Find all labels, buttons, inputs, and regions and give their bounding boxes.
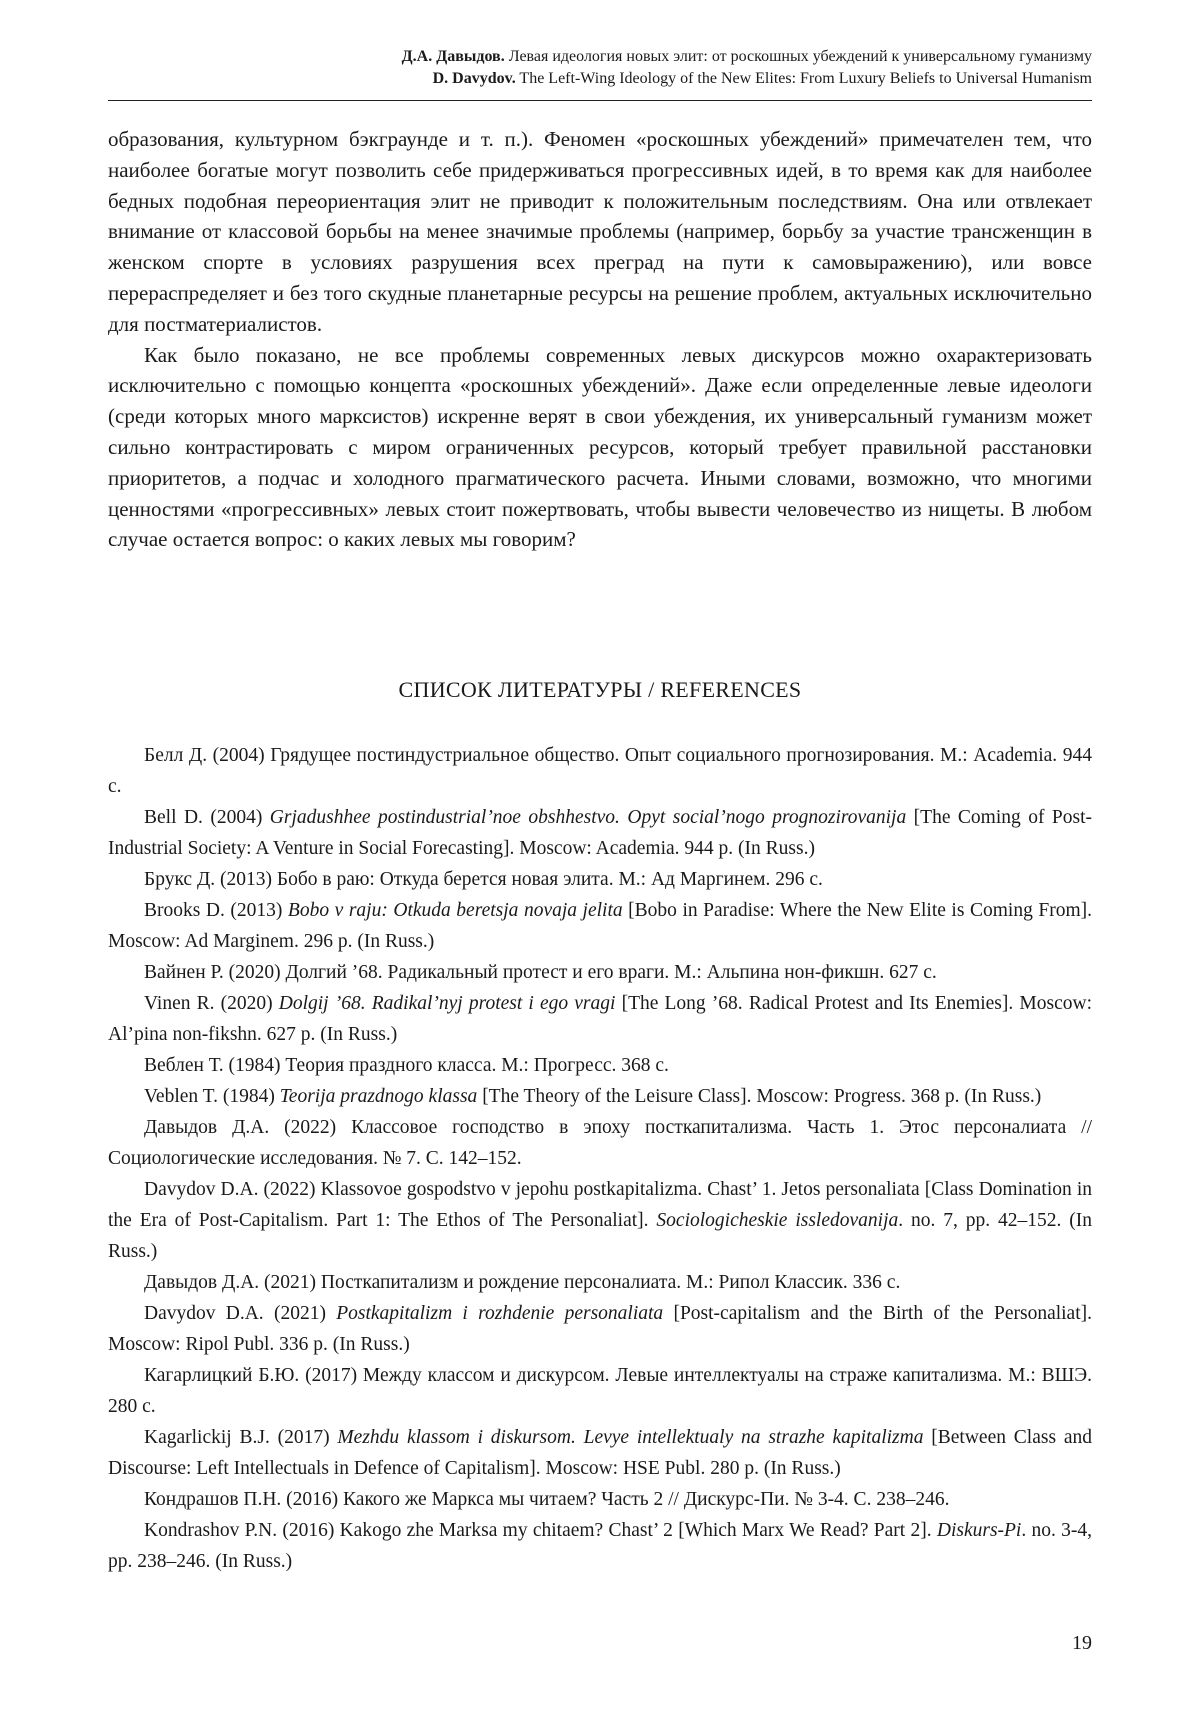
- reference-text: Kondrashov P.N. (2016) Kakogo zhe Marksa my chitaem? Chast’ 2 [Which Marx We Read? Part 2].: [144, 1520, 937, 1541]
- reference-text: Давыдов Д.А. (2021) Посткапитализм и рождение персоналиата. М.: Рипол Классик. 336 с.: [144, 1272, 901, 1293]
- reference-text: [Between Class and Discourse: Left Intellectuals in Defence of Capitalism]. Moscow: HSE Publ. 280 p. (In Russ.): [108, 1427, 1092, 1479]
- header-title-en: The Left-Wing Ideology of the New Elites: From Luxury Beliefs to Universal Humanism: [515, 70, 1092, 87]
- reference-entry: [108, 740, 1092, 802]
- reference-text: Вайнен Р. (2020) Долгий ’68. Радикальный протест и его враги. М.: Альпина нон-фикшн. 627 с.: [144, 962, 937, 983]
- reference-text: Брукс Д. (2013) Бобо в раю: Откуда берется новая элита. М.: Ад Маргинем. 296 с.: [144, 869, 823, 890]
- body-paragraph: Как было показано, не все проблемы современных левых дискурсов можно охарактеризовать исключительно с помощью концепта «роскошных убеждений». Даже если определенные левые идеологи (среди которых много марксистов) искренне верят в свои убеждения, их универсальный гуманизм может сильно контрастировать с миром ограниченных ресурсов, который требует правильной расстановки приоритетов, а подчас и холодного прагматического расчета. Иными словами, возможно, что многими ценностями «прогрессивных» левых стоит пожертвовать, чтобы вывести человечество из нищеты. В любом случае остается вопрос: о каких левых мы говорим?: [108, 342, 1092, 552]
- reference-text: [Post-capitalism and the Birth of the Personaliat]. Moscow: Ripol Publ. 336 p. (In Russ.): [108, 1303, 1092, 1355]
- reference-text: Веблен Т. (1984) Теория праздного класса. М.: Прогресс. 368 с.: [144, 1055, 669, 1076]
- reference-text: [The Coming of Post-Industrial Society: A Venture in Social Forecasting]. Moscow: Academia. 944 p. (In Russ.): [108, 807, 1092, 859]
- reference-entry: [108, 895, 1092, 957]
- reference-text: [The Theory of the Leisure Class]. Moscow: Progress. 368 p. (In Russ.): [477, 1086, 1042, 1107]
- reference-entry: [108, 1515, 1092, 1577]
- reference-text: Brooks D. (2013): [144, 900, 288, 921]
- reference-entry: [108, 1174, 1092, 1267]
- reference-text: Кондрашов П.Н. (2016) Какого же Маркса мы читаем? Часть 2 // Дискурс-Пи. № 3-4. С. 238–246.: [144, 1489, 950, 1510]
- reference-entry: [108, 957, 1092, 988]
- reference-entry: [108, 1267, 1092, 1298]
- reference-text: Bell D. (2004): [144, 807, 270, 828]
- reference-entry: [108, 1081, 1092, 1112]
- reference-text: Davydov D.A. (2022) Klassovoe gospodstvo v jepohu postkapitalizma. Chast’ 1. Jetos personaliata [Class Domination in the Era of Post-Capitalism. Part 1: The Ethos of The Personaliat].: [108, 1179, 1092, 1231]
- header-title-ru: Левая идеология новых элит: от роскошных убеждений к универсальному гуманизму: [504, 48, 1092, 65]
- reference-entry: [108, 988, 1092, 1050]
- header-line-ru: [108, 46, 1092, 68]
- reference-entry: [108, 1484, 1092, 1515]
- running-header: [108, 46, 1092, 90]
- reference-text: [Bobo in Paradise: Where the New Elite is Coming From]. Moscow: Ad Marginem. 296 p. (In Russ.): [108, 900, 1092, 952]
- body-text: [108, 124, 1092, 555]
- header-author-ru: Д.А. Давыдов.: [401, 48, 505, 65]
- page-number: 19: [1072, 1632, 1092, 1654]
- reference-italic: Dolgij ’68. Radikal’nyj protest i ego vragi: [278, 993, 616, 1014]
- header-line-en: [108, 68, 1092, 90]
- header-divider: [108, 100, 1092, 101]
- reference-text: Veblen T. (1984): [144, 1086, 280, 1107]
- reference-italic: Diskurs-Pi: [936, 1520, 1022, 1541]
- reference-entry: [108, 802, 1092, 864]
- reference-entry: [108, 1360, 1092, 1422]
- reference-text: . no. 7, pp. 42–152. (In Russ.): [108, 1210, 1092, 1262]
- reference-text: Давыдов Д.А. (2022) Классовое господство в эпоху посткапитализма. Часть 1. Этос персоналиата // Социологические исследования. № 7. С. 142–152.: [108, 1117, 1092, 1169]
- reference-entry: [108, 1050, 1092, 1081]
- references-heading: СПИСОК ЛИТЕРАТУРЫ / REFERENCES: [398, 677, 802, 702]
- body-paragraph: образования, культурном бэкграунде и т. п.). Феномен «роскошных убеждений» примечателен тем, что наиболее богатые могут позволить себе придерживаться прогрессивных идей, в то время как для наиболее бедных подобная переориентация элит не приводит к положительным последствиям. Она или отвлекает внимание от классовой борьбы на менее значимые проблемы (например, борьбу за участие трансженщин в женском спорте в условиях разрушения всех преград на пути к самовыражению), или вовсе перераспределяет и без того скудные планетарные ресурсы на решение проблем, актуальных исключительно для постматериалистов.: [108, 127, 1092, 336]
- header-author-en: D. Davydov.: [432, 70, 516, 87]
- reference-text: . no. 3-4, pp. 238–246. (In Russ.): [108, 1520, 1092, 1572]
- reference-entry: [108, 1112, 1092, 1174]
- reference-text: Белл Д. (2004) Грядущее постиндустриальное общество. Опыт социального прогнозирования. М.: Academia. 944 с.: [108, 745, 1092, 797]
- reference-entry: [108, 1422, 1092, 1484]
- reference-text: Кагарлицкий Б.Ю. (2017) Между классом и дискурсом. Левые интеллектуалы на страже капитализма. М.: ВШЭ. 280 с.: [108, 1365, 1092, 1417]
- reference-italic: Mezhdu klassom i diskursom. Levye intellektualy na strazhe kapitalizma: [337, 1427, 924, 1448]
- reference-entry: [108, 864, 1092, 895]
- reference-italic: Teorija prazdnogo klassa: [279, 1086, 478, 1107]
- reference-italic: Sociologicheskie issledovanija: [656, 1210, 899, 1231]
- reference-text: [The Long ’68. Radical Protest and Its Enemies]. Moscow: Al’pina non-fikshn. 627 p. (In Russ.): [108, 993, 1092, 1045]
- reference-text: Kagarlickij B.J. (2017): [144, 1427, 338, 1448]
- reference-text: Vinen R. (2020): [144, 993, 279, 1014]
- reference-italic: Bobo v raju: Otkuda beretsja novaja jelita: [287, 900, 623, 921]
- reference-italic: Postkapitalizm i rozhdenie personaliata: [336, 1303, 664, 1324]
- reference-entry: [108, 1298, 1092, 1360]
- references-list: [108, 740, 1092, 1577]
- reference-italic: Grjadushhee postindustrial’noe obshhestvo. Opyt social’nogo prognozirovanija: [269, 807, 907, 828]
- reference-text: Davydov D.A. (2021): [144, 1303, 337, 1324]
